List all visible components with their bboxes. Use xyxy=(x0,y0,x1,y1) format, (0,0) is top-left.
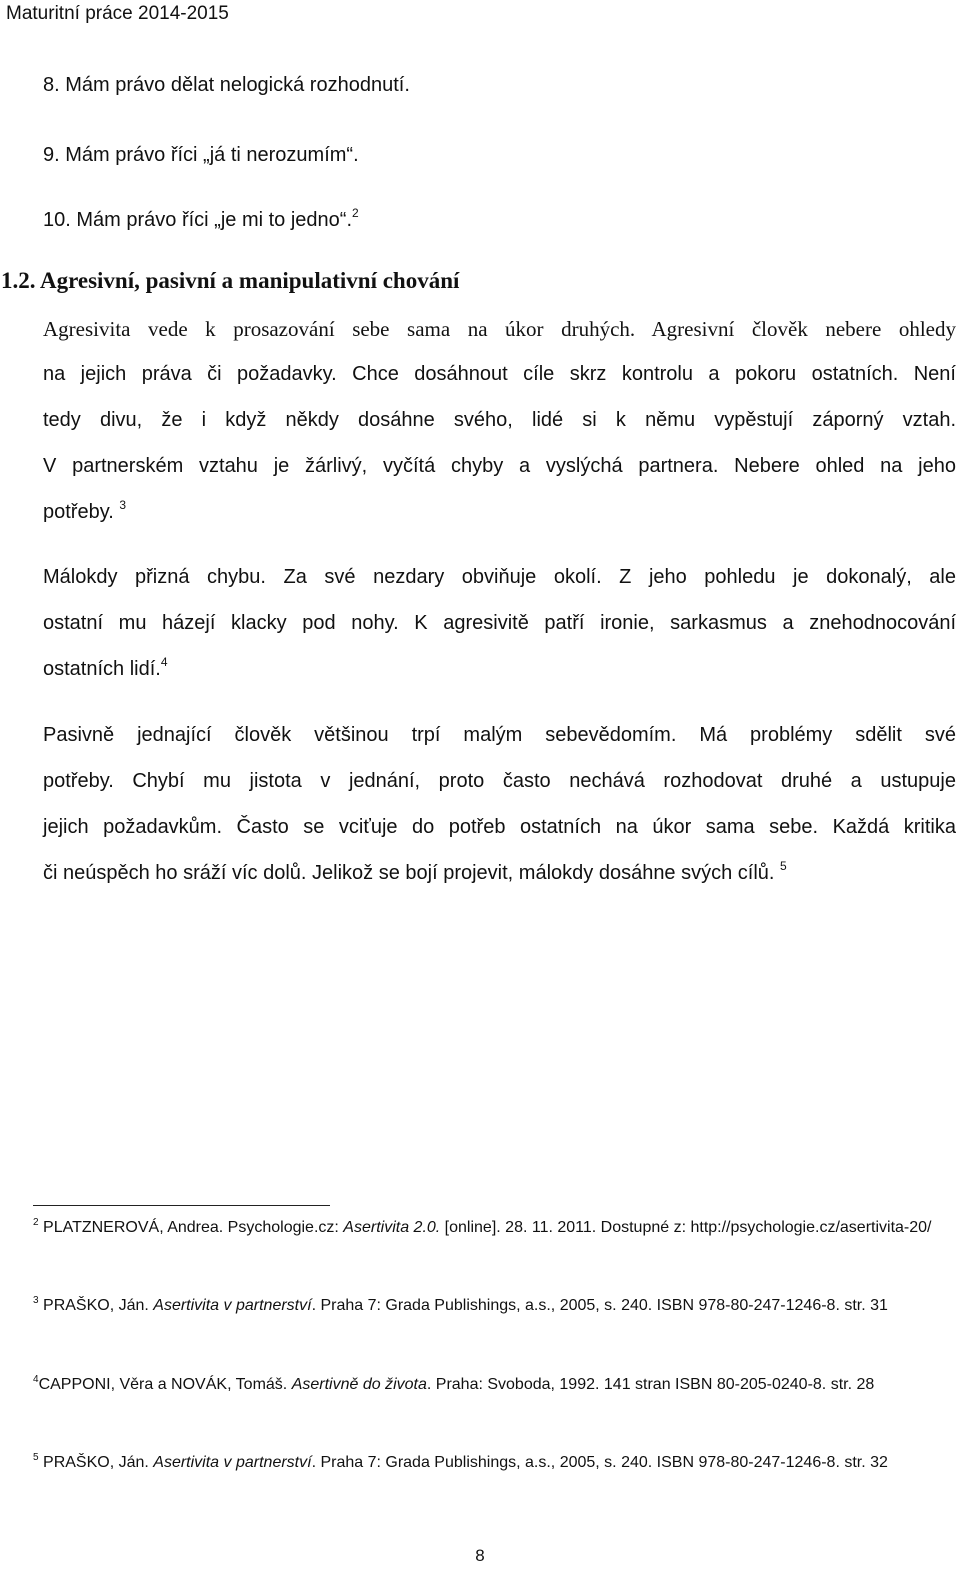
footnote-ref: 5 xyxy=(780,859,787,873)
list-item: 8. Mám právo dělat nelogická rozhodnutí. xyxy=(43,74,410,96)
paragraph-line: potřeby. Chybí mu jistota v jednání, proto často nechává rozhodovat druhé a ustupuje xyxy=(43,770,956,792)
paragraph-line: Pasivně jednající člověk většinou trpí malým sebevědomím. Má problémy sdělit své xyxy=(43,724,956,746)
page-header: Maturitní práce 2014-2015 xyxy=(6,3,229,24)
paragraph-line: Agresivita vede k prosazování sebe sama na úkor druhých. Agresivní člověk nebere ohledy xyxy=(43,317,956,341)
paragraph-line: ostatních lidí.$^4$ xyxy=(43,655,168,680)
footnote: $^2$ PLATZNEROVÁ, Andrea. Psychologie.cz: Asertivita 2.0. [online]. 28. 11. 2011. Dostupné z: http://psychologie.cz/asertivita-20/ xyxy=(33,1217,932,1236)
paragraph-line: či neúspěch ho sráží víc dolů. Jelikož se bojí projevit, málokdy dosáhne svých cílů. $^5$ xyxy=(43,859,787,884)
list-item: 10. Mám právo říci „je mi to jedno“.$^2$ xyxy=(43,206,359,231)
section-heading: 1.2. Agresivní, pasivní a manipulativní chování xyxy=(1,268,460,293)
footnote-ref: 2 xyxy=(352,206,359,220)
paragraph-line: jejich požadavkům. Často se vciťuje do potřeb ostatních na úkor sama sebe. Každá kritika xyxy=(43,816,956,838)
page-number: 8 xyxy=(475,1546,485,1565)
footnote-ref: 3 xyxy=(119,498,127,512)
paragraph-line: potřeby. $^3$ xyxy=(43,498,127,523)
footnote: $^4$CAPPONI, Věra a NOVÁK, Tomáš. Asertivně do života. Praha: Svoboda, 1992. 141 stran ISBN 80-205-0240-8. str. 28 xyxy=(33,1374,875,1393)
footnote-ref: 4 xyxy=(160,655,168,669)
paragraph-line: ostatní mu házejí klacky pod nohy. K agresivitě patří ironie, sarkasmus a znehodnocování xyxy=(43,612,956,634)
paragraph-line: na jejich práva či požadavky. Chce dosáhnout cíle skrz kontrolu a pokoru ostatních. Není xyxy=(43,363,956,385)
footnote-separator xyxy=(33,1205,330,1206)
list-item: 9. Mám právo říci „já ti nerozumím“. xyxy=(43,144,359,166)
paragraph-line: Málokdy přizná chybu. Za své nezdary obviňuje okolí. Z jeho pohledu je dokonalý, ale xyxy=(43,566,956,588)
paragraph-line: tedy divu, že i když někdy dosáhne svého, lidé si k němu vypěstují záporný vztah. xyxy=(43,409,956,431)
footnote: $^3$ PRAŠKO, Ján. Asertivita v partnerství. Praha 7: Grada Publishings, a.s., 2005, s. 240. ISBN 978-80-247-1246-8. str. 31 xyxy=(33,1295,888,1314)
paragraph-line: V partnerském vztahu je žárlivý, vyčítá chyby a vyslýchá partnera. Nebere ohled na jeho xyxy=(43,455,956,477)
footnote: $^5$ PRAŠKO, Ján. Asertivita v partnerství. Praha 7: Grada Publishings, a.s., 2005, s. 240. ISBN 978-80-247-1246-8. str. 32 xyxy=(33,1452,888,1471)
